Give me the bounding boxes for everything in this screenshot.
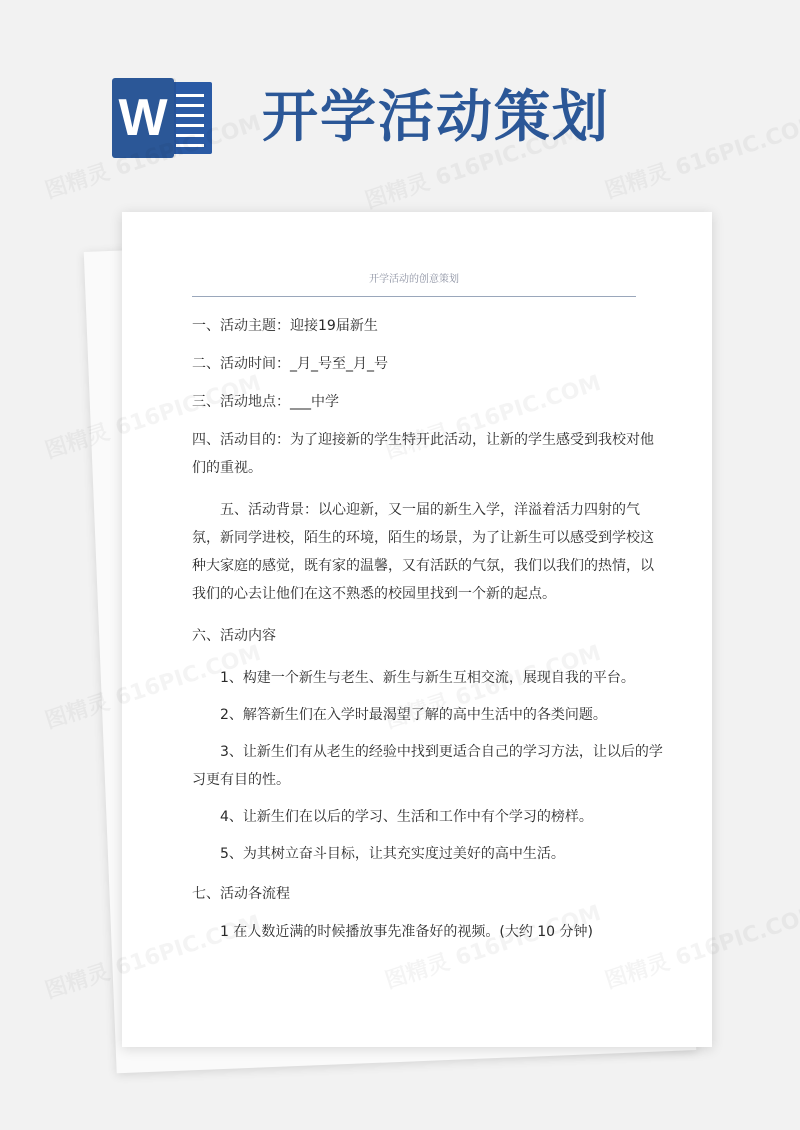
section-background: 五、活动背景：以心迎新，又一届的新生入学，洋溢着活力四射的气氛，新同学进校，陌生的环境，陌生的场景，为了让新生可以感受到学校这种大家庭的感觉，既有家的温馨，又有活跃的气氛，我们以我们的热情，以我们的心去让他们在这不熟悉的校园里找到一个新的起点。 bbox=[192, 502, 654, 602]
section-theme: 一、活动主题：迎接19届新生 bbox=[192, 318, 378, 334]
word-document-icon bbox=[112, 78, 216, 158]
section-flow-heading: 七、活动各流程 bbox=[192, 886, 290, 902]
document-page bbox=[122, 212, 712, 1047]
flow-item: 1 在人数近满的时候播放事先准备好的视频。(大约 10 分钟) bbox=[220, 924, 593, 940]
section-purpose: 四、活动目的：为了迎接新的学生特开此活动，让新的学生感受到我校对他们的重视。 bbox=[192, 432, 654, 476]
document-header: 开学活动的创意策划 bbox=[192, 270, 636, 297]
content-item: 1、构建一个新生与老生、新生与新生互相交流，展现自我的平台。 bbox=[220, 670, 635, 686]
content-item: 4、让新生们在以后的学习、生活和工作中有个学习的榜样。 bbox=[220, 809, 593, 825]
section-place: 三、活动地点：___中学 bbox=[192, 394, 339, 410]
content-item: 5、为其树立奋斗目标，让其充实度过美好的高中生活。 bbox=[220, 846, 565, 862]
word-logo-letter: W bbox=[112, 78, 174, 158]
document-body bbox=[192, 312, 664, 946]
banner bbox=[0, 0, 800, 200]
section-time: 二、活动时间：_月_号至_月_号 bbox=[192, 356, 388, 372]
section-content-heading: 六、活动内容 bbox=[192, 628, 276, 644]
page-title: 开学活动策划 bbox=[262, 84, 610, 150]
content-item: 2、解答新生们在入学时最渴望了解的高中生活中的各类问题。 bbox=[220, 707, 607, 723]
content-item: 3、让新生们有从老生的经验中找到更适合自己的学习方法，让以后的学习更有目的性。 bbox=[192, 744, 663, 788]
